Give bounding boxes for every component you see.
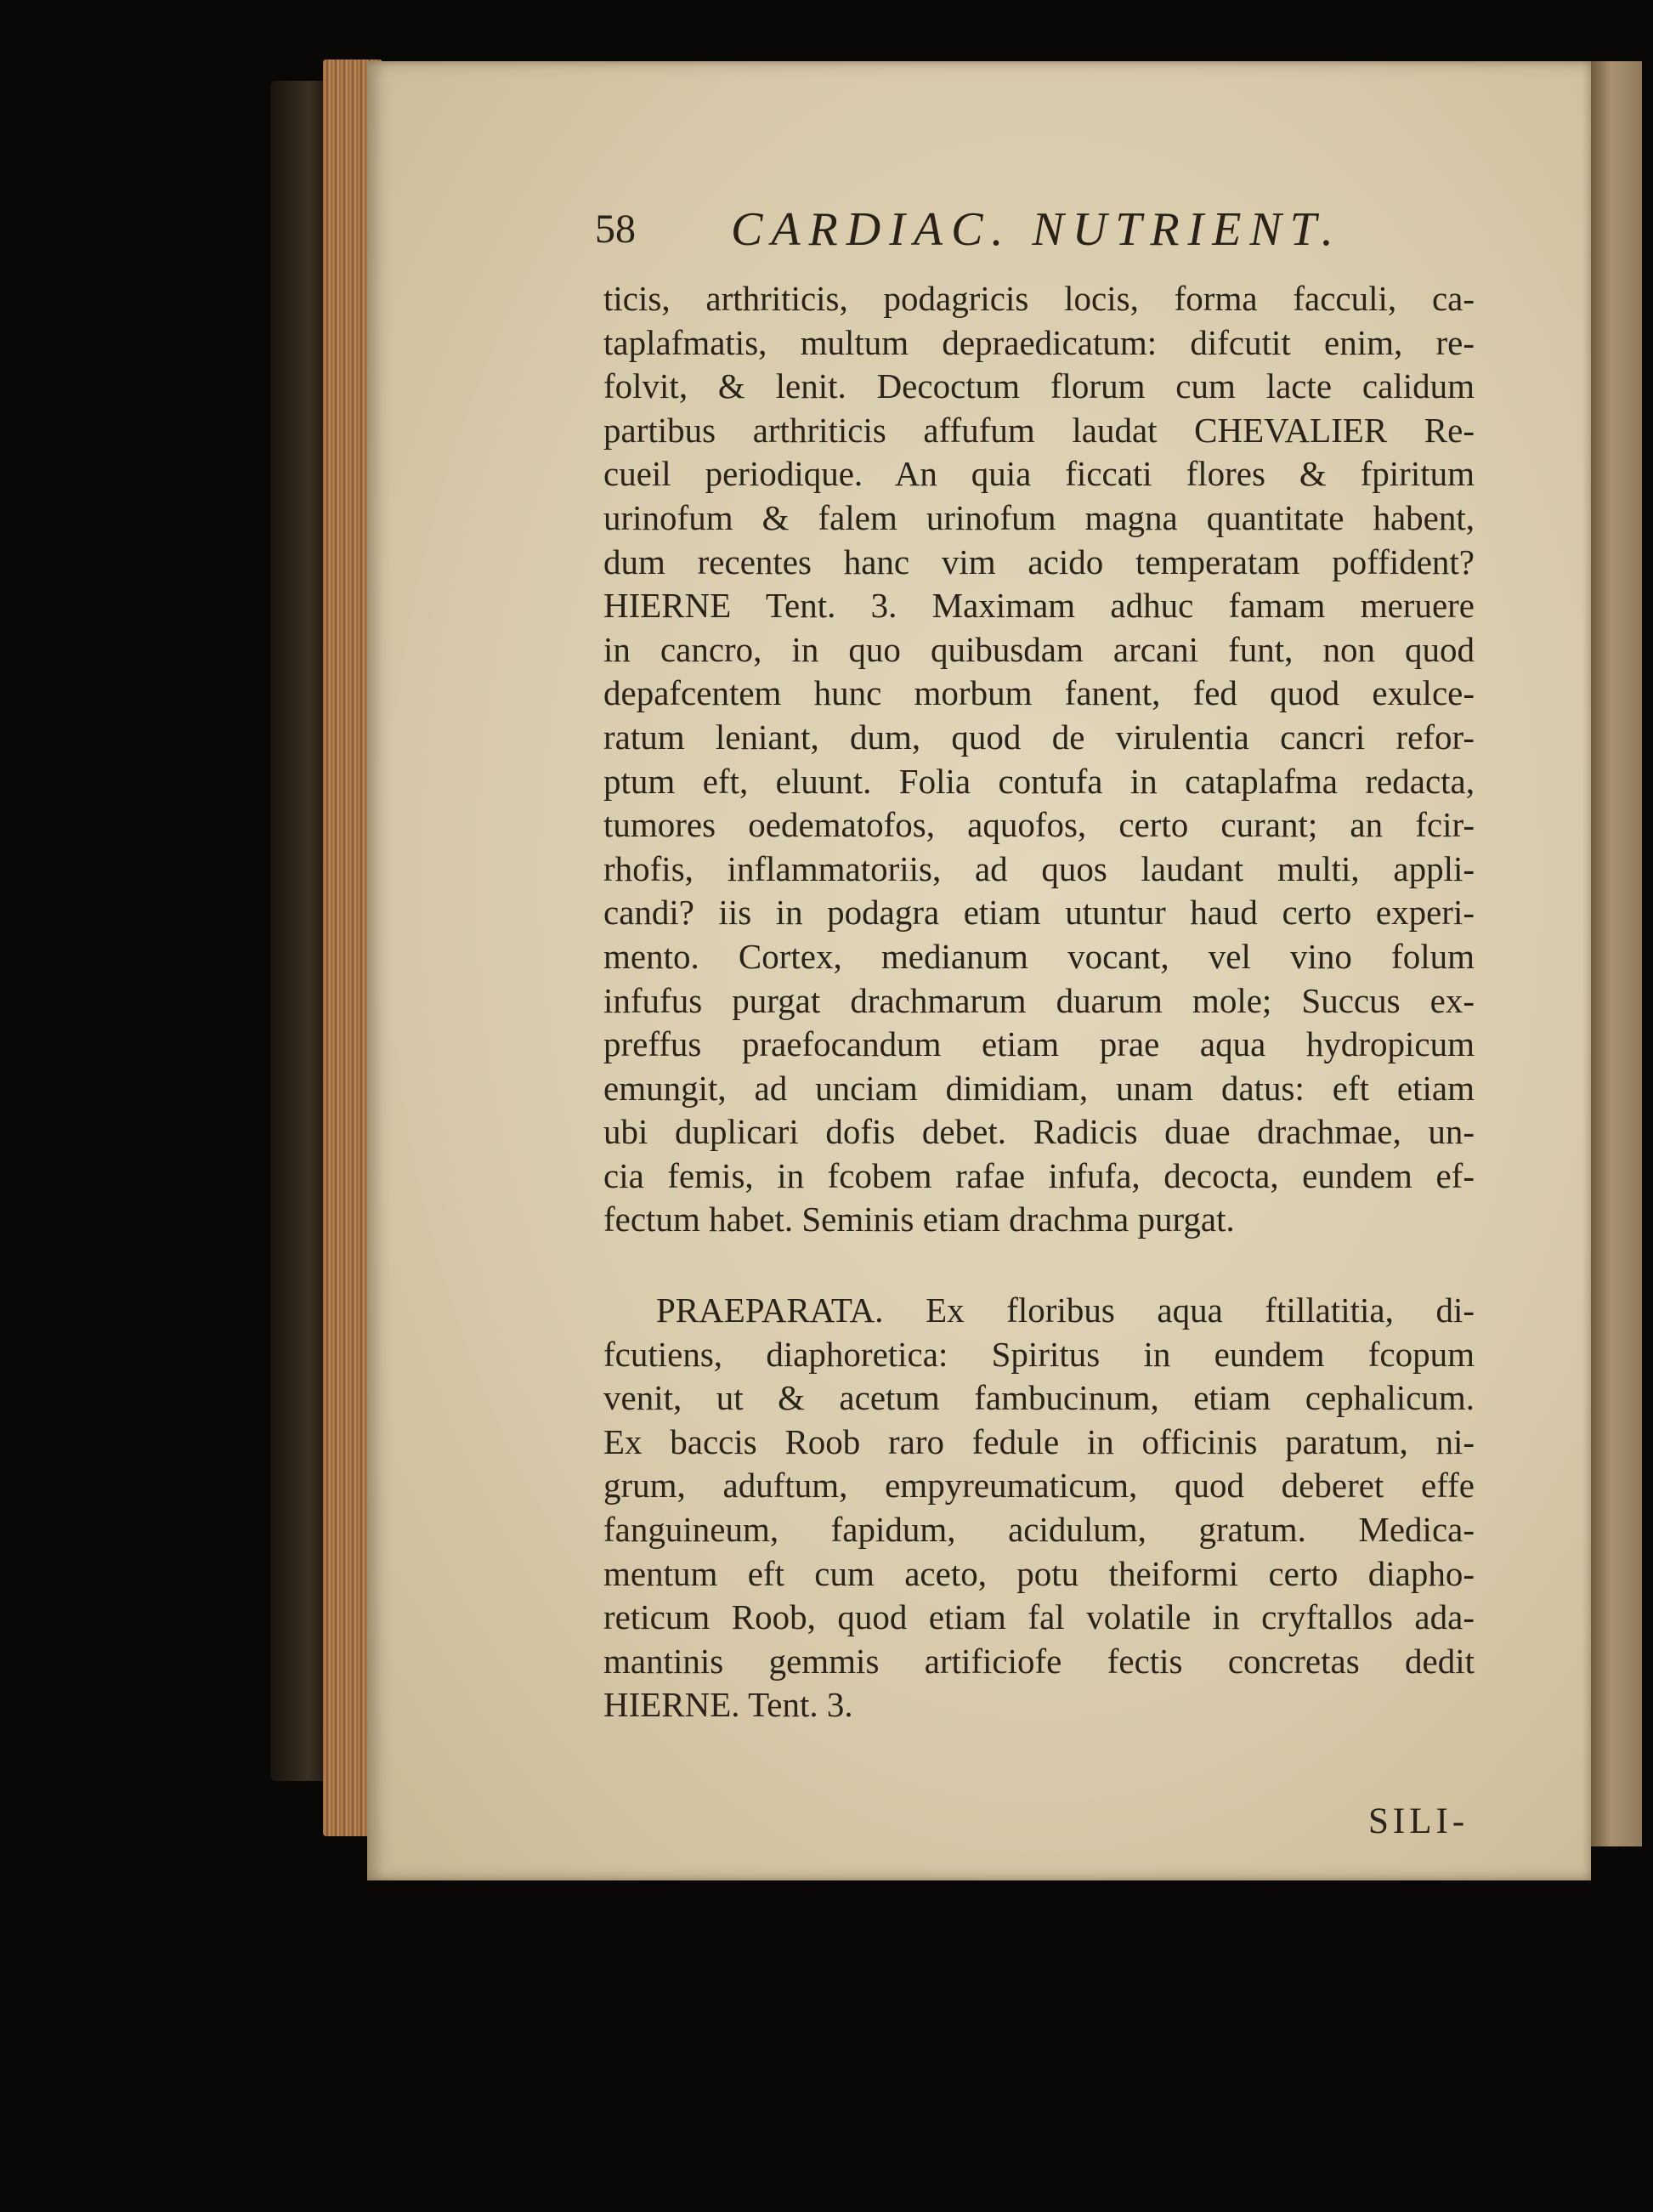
text-line: tumores oedematofos, aquofos, certo curant; an fcir- bbox=[603, 805, 1475, 845]
page-number: 58 bbox=[595, 207, 636, 252]
text-line: urinofum & falem urinofum magna quantitate habent, bbox=[603, 497, 1475, 537]
text-line: fectum habet. Seminis etiam drachma purgat. bbox=[603, 1200, 1235, 1239]
text-line: reticum Roob, quod etiam fal volatile in cryftallos ada- bbox=[603, 1597, 1475, 1637]
text-line: ubi duplicari dofis debet. Radicis duae drachmae, un- bbox=[603, 1112, 1475, 1152]
text-line: partibus arthriticis affufum laudat CHEVALIER Re- bbox=[603, 410, 1475, 450]
text-line: ptum eft, eluunt. Folia contufa in cataplafma redacta, bbox=[603, 761, 1475, 801]
text-line: PRAEPARATA. Ex floribus aqua ftillatitia, di- bbox=[656, 1290, 1475, 1330]
text-line: Ex baccis Roob raro fedule in officinis paratum, ni- bbox=[603, 1421, 1475, 1461]
text-line: mentum eft cum aceto, potu theiformi certo diapho- bbox=[603, 1553, 1475, 1593]
running-head bbox=[595, 202, 1462, 262]
text-line: infufus purgat drachmarum duarum mole; Succus ex- bbox=[603, 980, 1475, 1020]
text-line: HIERNE Tent. 3. Maximam adhuc famam meruere bbox=[603, 586, 1475, 626]
facing-page-edge bbox=[1591, 61, 1642, 1846]
text-line: fcutiens, diaphoretica: Spiritus in eundem fcopum bbox=[603, 1334, 1475, 1374]
text-line: in cancro, in quo quibusdam arcani funt, non quod bbox=[603, 629, 1475, 669]
paragraph-2-continued bbox=[603, 1333, 1475, 1727]
text-line: HIERNE. Tent. 3. bbox=[603, 1685, 853, 1725]
text-line: venit, ut & acetum fambucinum, etiam cephalicum. bbox=[603, 1378, 1475, 1418]
paragraph-1 bbox=[603, 277, 1475, 1242]
paragraph-2 bbox=[603, 1289, 1475, 1333]
running-title: CARDIAC. NUTRIENT. bbox=[731, 203, 1342, 256]
text-line: folvit, & lenit. Decoctum florum cum lacte calidum bbox=[603, 366, 1475, 406]
body-text bbox=[603, 277, 1475, 1727]
text-line: fanguineum, fapidum, acidulum, gratum. Medica- bbox=[603, 1510, 1475, 1550]
text-line: preffus praefocandum etiam prae aqua hydropicum bbox=[603, 1024, 1475, 1064]
text-line: mento. Cortex, medianum vocant, vel vino folum bbox=[603, 936, 1475, 976]
text-line: dum recentes hanc vim acido temperatam poffident? bbox=[603, 542, 1475, 581]
text-line: grum, aduftum, empyreumaticum, quod deberet effe bbox=[603, 1466, 1475, 1506]
paragraph-gap bbox=[603, 1242, 1475, 1289]
catchword: SILI- bbox=[1368, 1801, 1469, 1841]
text-line: emungit, ad unciam dimidiam, unam datus: eft etiam bbox=[603, 1068, 1475, 1108]
text-line: mantinis gemmis artificiofe fectis concretas dedit bbox=[603, 1641, 1475, 1681]
text-line: ticis, arthriticis, podagricis locis, forma facculi, ca- bbox=[603, 279, 1475, 318]
text-line: cia femis, in fcobem rafae infufa, decocta, eundem ef- bbox=[603, 1155, 1475, 1195]
text-line: rhofis, inflammatoriis, ad quos laudant multi, appli- bbox=[603, 848, 1475, 888]
text-line: candi? iis in podagra etiam utuntur haud certo experi- bbox=[603, 893, 1475, 933]
text-line: taplafmatis, multum depraedicatum: difcutit enim, re- bbox=[603, 322, 1475, 362]
text-line: depafcentem hunc morbum fanent, fed quod exulce- bbox=[603, 673, 1475, 713]
text-line: cueil periodique. An quia ficcati flores & fpiritum bbox=[603, 454, 1475, 494]
text-line: ratum leniant, dum, quod de virulentia cancri refor- bbox=[603, 717, 1475, 757]
